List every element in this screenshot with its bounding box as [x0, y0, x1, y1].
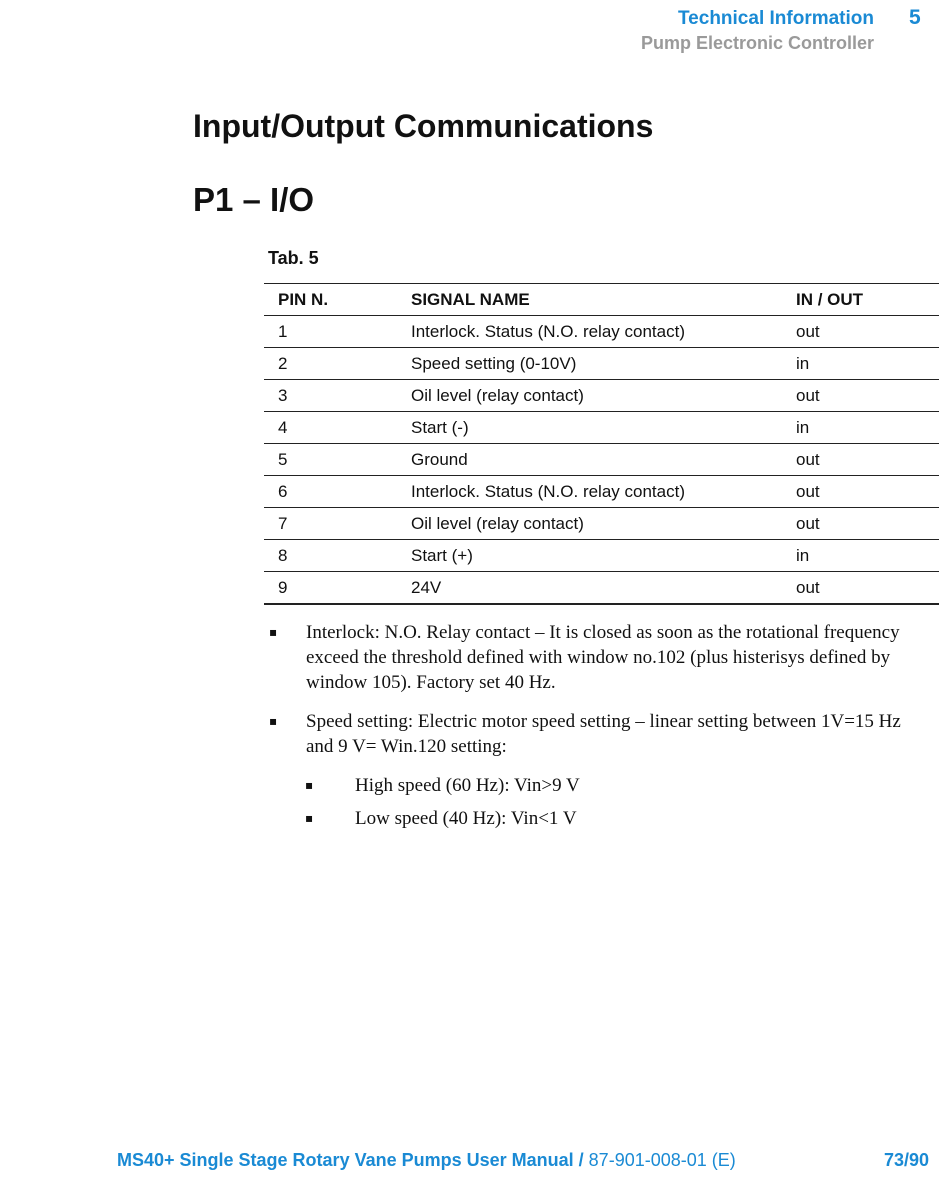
- table-row: [264, 348, 939, 380]
- note-speed-text: Speed setting: Electric motor speed setting – linear setting between 1V=15 Hz and 9 V= Win.120 setting:: [306, 711, 901, 757]
- pin-cell: 3: [264, 380, 397, 412]
- column-header-signal: SIGNAL NAME: [397, 284, 782, 316]
- footer-manual-title: MS40+ Single Stage Rotary Vane Pumps User Manual /: [117, 1150, 584, 1170]
- pin-cell: 7: [264, 508, 397, 540]
- header-section-title: Technical Information: [677, 8, 874, 29]
- bullet-icon: ▪: [305, 778, 314, 792]
- io-cell: out: [782, 444, 939, 476]
- column-header-io: IN / OUT: [782, 284, 939, 316]
- note-interlock: [264, 620, 924, 695]
- pin-cell: 5: [264, 444, 397, 476]
- signal-cell: Oil level (relay contact): [397, 380, 782, 412]
- signal-cell: Interlock. Status (N.O. relay contact): [397, 476, 782, 508]
- table-row: [264, 572, 939, 605]
- footer-doc-code: 87-901-008-01 (E): [588, 1150, 736, 1170]
- sub-note-high-speed: [264, 773, 924, 798]
- sub-note-text: Low speed (40 Hz): Vin<1 V: [355, 808, 577, 829]
- note-interlock-text: Interlock: N.O. Relay contact – It is closed as soon as the rotational frequency exceed the threshold defined with window no.102 (plus histerisys defined by window 105). Factory set 40 Hz.: [306, 622, 900, 693]
- signal-cell: Interlock. Status (N.O. relay contact): [397, 316, 782, 348]
- io-cell: out: [782, 380, 939, 412]
- signal-cell: 24V: [397, 572, 782, 605]
- pin-cell: 4: [264, 412, 397, 444]
- io-cell: out: [782, 316, 939, 348]
- io-cell: out: [782, 508, 939, 540]
- table-row: [264, 540, 939, 572]
- table-row: [264, 476, 939, 508]
- bullet-icon: ▪: [305, 811, 314, 825]
- signal-cell: Speed setting (0-10V): [397, 348, 782, 380]
- table-row: [264, 508, 939, 540]
- pin-cell: 1: [264, 316, 397, 348]
- pin-cell: 2: [264, 348, 397, 380]
- section-heading: P1 – I/O: [193, 181, 315, 218]
- table-row: [264, 412, 939, 444]
- table-row: [264, 316, 939, 348]
- table-header-row: [264, 284, 939, 316]
- note-speed-setting: [264, 709, 924, 759]
- sub-note-text: High speed (60 Hz): Vin>9 V: [355, 775, 580, 796]
- signal-cell: Oil level (relay contact): [397, 508, 782, 540]
- io-cell: in: [782, 540, 939, 572]
- io-cell: out: [782, 572, 939, 605]
- page-title: Input/Output Communications: [193, 108, 654, 144]
- signal-cell: Start (-): [397, 412, 782, 444]
- io-cell: in: [782, 348, 939, 380]
- io-table: [264, 283, 939, 605]
- footer: [117, 1150, 929, 1171]
- io-cell: in: [782, 412, 939, 444]
- table-caption: Tab. 5: [268, 248, 319, 268]
- pin-cell: 6: [264, 476, 397, 508]
- notes-list: [264, 620, 924, 839]
- footer-page-number: 73/90: [883, 1150, 929, 1170]
- table-row: [264, 444, 939, 476]
- header-subtitle: Pump Electronic Controller: [640, 33, 874, 53]
- signal-cell: Start (+): [397, 540, 782, 572]
- bullet-icon: ▪: [269, 714, 278, 728]
- signal-cell: Ground: [397, 444, 782, 476]
- pin-cell: 9: [264, 572, 397, 605]
- sub-note-low-speed: [264, 806, 924, 831]
- column-header-pin: PIN N.: [264, 284, 397, 316]
- table-row: [264, 380, 939, 412]
- pin-cell: 8: [264, 540, 397, 572]
- io-cell: out: [782, 476, 939, 508]
- bullet-icon: ▪: [269, 625, 278, 639]
- header-chapter-number: 5: [909, 6, 921, 29]
